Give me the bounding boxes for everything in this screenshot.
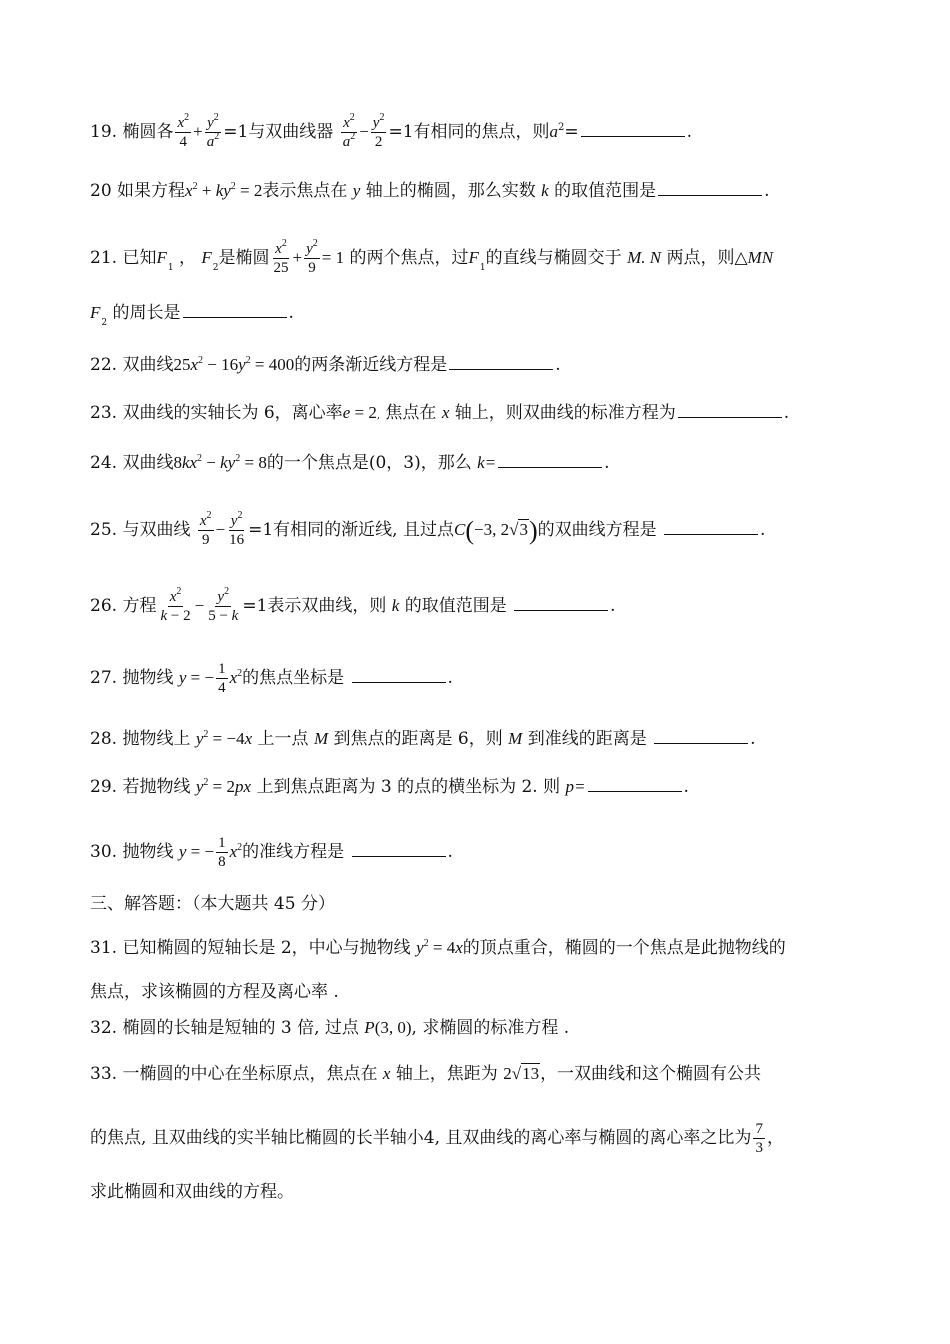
question-29: 29. 若抛物线 $y^2 = 2px$ 上到焦点距离为 3 的点的横坐标为 2. 则 p= . (90, 774, 890, 799)
question-30: 30. 抛物线 y = − $\frac{1}{8}$ $x^2$的准线方程是 . (90, 835, 453, 870)
question-21-cont: $F_2$ 的周长是 . (90, 300, 890, 325)
answer-blank[interactable] (678, 400, 782, 418)
question-33-cont: 的焦点, 且双曲线的实半轴比椭圆的长半轴小4, 且双曲线的离心率与椭圆的离心率之比为 $\frac{7}{3}$ ， (90, 1121, 784, 1156)
answer-blank[interactable] (664, 517, 758, 535)
answer-blank[interactable] (514, 593, 608, 611)
question-25: 25. 与双曲线 $\frac{x^2}{9}$ − $\frac{y^2}{16}$ =1有相同的渐近线, 且过点C(−3, 2√3)的双曲线方程是 . (90, 510, 766, 548)
question-26: 26. 方程 $\frac{x^2}{k - 2}$ − $\frac{y^2}{5 - k}$ =1表示双曲线，则 k 的取值范围是 . (90, 586, 616, 624)
question-21: 21. 已知$F_1$ ， $F_2$是椭圆 $\frac{x^2}{25}$ + $\frac{y^2}{9}$ = 1 的两个焦点，过$F_1$的直线与椭圆交于 M. N 两点，则△MN (90, 238, 774, 276)
answer-blank[interactable] (449, 352, 553, 370)
question-32: 32. 椭圆的长轴是短轴的 3 倍, 过点 P(3, 0), 求椭圆的标准方程 . (90, 1018, 570, 1038)
question-31: 31. 已知椭圆的短轴长是 2，中心与抛物线 $y^2 = 4x$的顶点重合，椭圆的一个焦点是此抛物线的 (90, 938, 786, 958)
question-24: 24. 双曲线$8kx^2 - ky^2 = 8$的一个焦点是(0，3)，那么 k= . (90, 450, 890, 475)
question-19: 19. 椭圆各 $\frac{x^2}{4}$ + $\frac{y^2}{a^2}$ =1与双曲线器 $\frac{x^2}{a^2}$ − $\frac{y^2}{2}$ =1有相同的焦点，则$a^2=$ . (90, 112, 693, 150)
question-31-cont: 焦点，求该椭圆的方程及离心率 . (90, 982, 339, 1002)
answer-blank[interactable] (654, 726, 748, 744)
section-heading: 三、解答题：（本大题共 45 分） (90, 894, 335, 914)
question-22: 22. 双曲线$25x^2 - 16y^2 = 400$的两条渐近线方程是 . (90, 352, 890, 377)
answer-blank[interactable] (352, 665, 446, 683)
question-33-cont2: 求此椭圆和双曲线的方程。 (90, 1182, 294, 1202)
answer-blank[interactable] (498, 450, 602, 468)
answer-blank[interactable] (183, 300, 287, 318)
question-23: 23. 双曲线的实轴长为 6，离心率e = 2, 焦点在 x 轴上，则双曲线的标准方程为 . (90, 400, 890, 428)
answer-blank[interactable] (658, 178, 762, 196)
question-33: 33. 一椭圆的中心在坐标原点，焦点在 x 轴上，焦距为 2√13，一双曲线和这个椭圆有公共 (90, 1064, 762, 1084)
answer-blank[interactable] (581, 119, 685, 137)
answer-blank[interactable] (588, 774, 682, 792)
question-27: 27. 抛物线 y = − $\frac{1}{4}$ $x^2$的焦点坐标是 . (90, 661, 453, 696)
answer-blank[interactable] (352, 839, 446, 857)
question-20: 20 如果方程$x^2 + ky^2 = 2$表示焦点在 y 轴上的椭圆，那么实数 k 的取值范围是 . (90, 178, 890, 203)
question-28: 28. 抛物线上 $y^2 = -4x$ 上一点 M 到焦点的距离是 6，则 M 到准线的距离是 . (90, 726, 890, 751)
